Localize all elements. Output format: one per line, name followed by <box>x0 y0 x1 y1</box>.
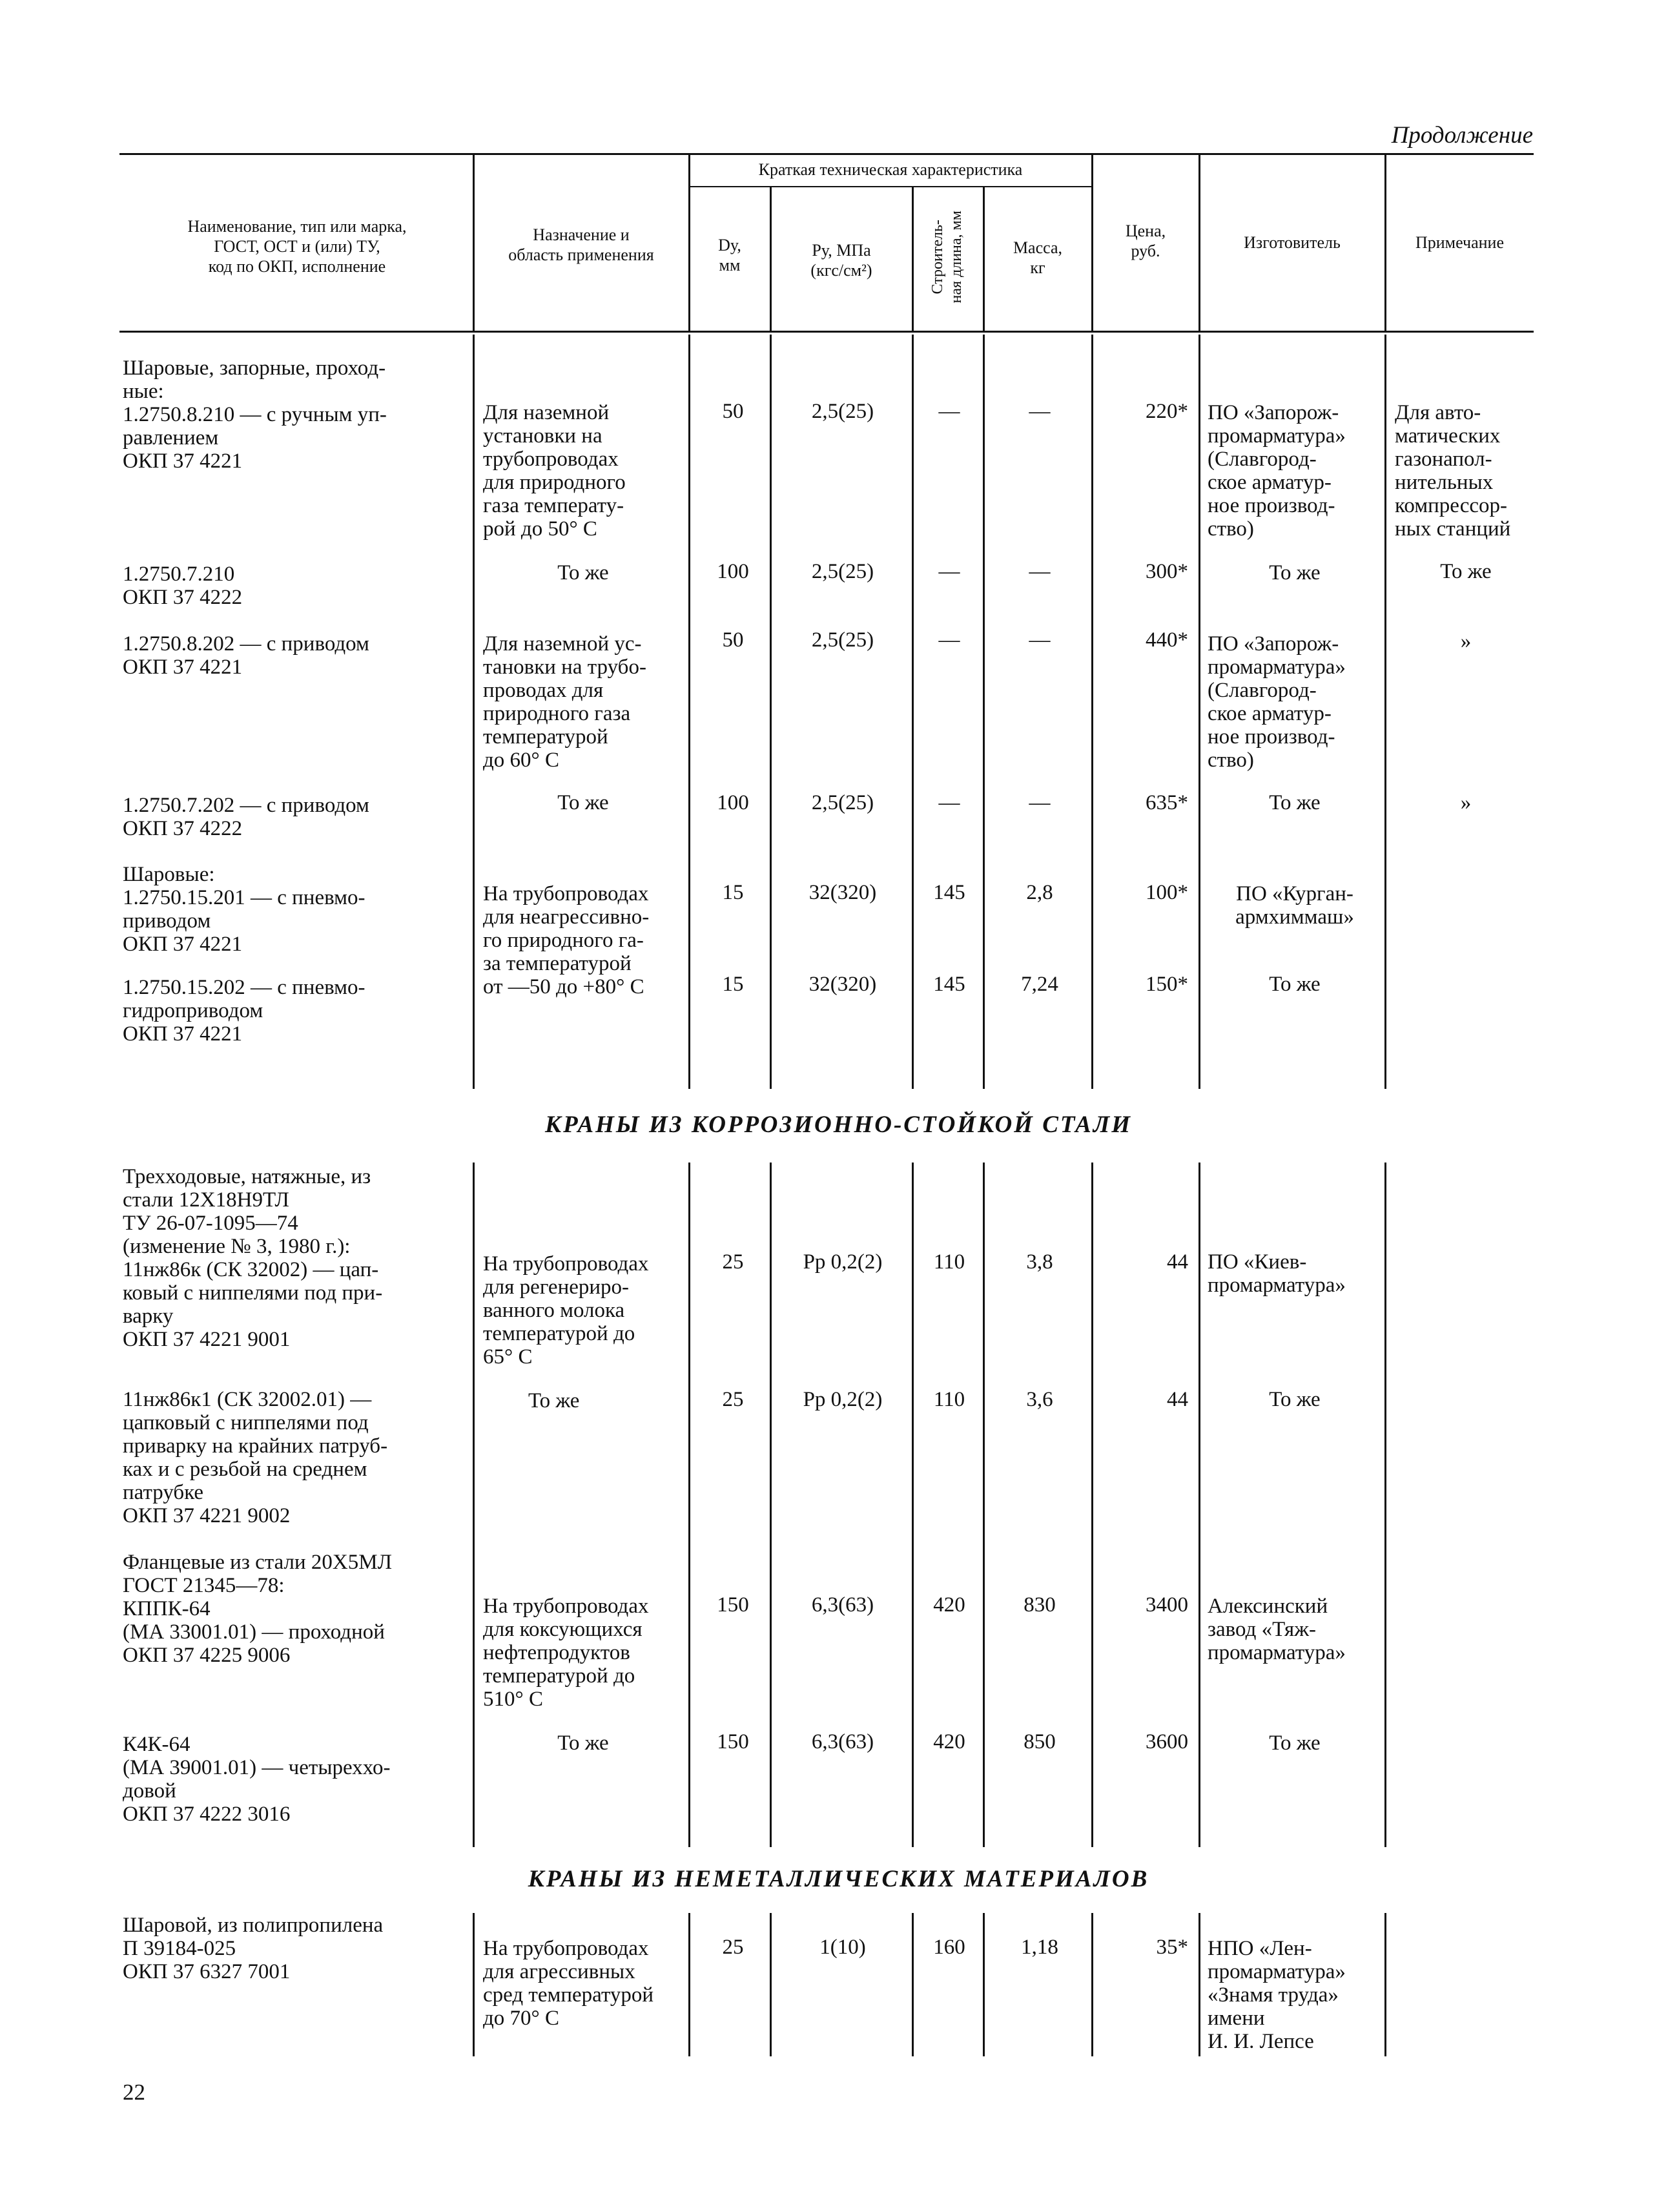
column-line <box>983 335 985 1089</box>
row-name: Шаровой, из полипропилена П 39184-025 ОКП 37 6327 7001 <box>123 1914 384 1983</box>
row-price: 150* <box>1146 973 1188 996</box>
row-maker: То же <box>1269 1388 1321 1411</box>
row-name: 1.2750.7.202 — с приводом ОКП 37 4222 <box>123 794 369 840</box>
row-maker: НПО «Лен- промарматура» «Знамя труда» имени И. И. Лепсе <box>1208 1937 1346 2053</box>
row-pn: 6,3(63) <box>811 1730 874 1753</box>
row-maker: То же <box>1269 791 1321 814</box>
row-name: Трехходовые, натяжные, из стали 12Х18Н9ТЛ ТУ 26-07-1095—74 (изменение № 3, 1980 г.): 11нж86к (СК 32002) — цап- ковый с ниппелями под при- варку ОКП 37 4221 9001 <box>123 1165 383 1351</box>
row-mass: 850 <box>1024 1730 1056 1753</box>
column-line <box>770 1913 772 2056</box>
row-mass: 830 <box>1024 1593 1056 1617</box>
column-line <box>912 335 914 1089</box>
row-note: То же <box>1440 560 1492 583</box>
column-line <box>912 1913 914 2056</box>
row-dn: 100 <box>717 791 749 814</box>
row-purpose: То же <box>557 791 609 814</box>
row-maker: То же <box>1269 1731 1321 1755</box>
table-top-rule <box>119 153 1534 155</box>
row-mass: 2,8 <box>1026 881 1053 904</box>
column-line <box>1091 1913 1093 2056</box>
column-line <box>983 1913 985 2056</box>
header-divider <box>473 155 475 331</box>
row-pn: 6,3(63) <box>811 1593 874 1617</box>
header-purpose: Назначение и область применения <box>508 225 654 265</box>
table-header-rule <box>119 331 1534 333</box>
row-length: 145 <box>933 973 965 996</box>
column-line <box>688 1913 690 2056</box>
column-line <box>473 335 475 1089</box>
row-length: — <box>938 400 960 423</box>
section-title: КРАНЫ ИЗ КОРРОЗИОННО-СТОЙКОЙ СТАЛИ <box>545 1111 1132 1138</box>
row-purpose: Для наземной установки на трубопроводах для природного газа температу- рой до 50° С <box>483 401 626 541</box>
column-line <box>688 1163 690 1847</box>
row-dn: 150 <box>717 1730 749 1753</box>
column-line <box>1091 1163 1093 1847</box>
row-name: 1.2750.15.202 — с пневмо- гидроприводом ОКП 37 4221 <box>123 976 365 1046</box>
row-dn: 100 <box>717 560 749 583</box>
row-note: Для авто- матических газонапол- нительных компрессор- ных станций <box>1395 401 1511 541</box>
row-maker: То же <box>1269 973 1321 996</box>
row-purpose: На трубопроводах для регенериро- ванного молока температурой до 65° С <box>483 1252 649 1369</box>
row-note: » <box>1460 791 1472 814</box>
row-purpose: Для наземной ус- тановки на трубо- проводах для природного газа температурой до 60° С <box>483 632 646 772</box>
row-price: 440* <box>1146 628 1188 652</box>
continuation-label: Продолжение <box>1391 122 1533 149</box>
header-note: Примечание <box>1415 233 1505 252</box>
row-dn: 25 <box>722 1388 744 1411</box>
row-purpose: На трубопроводах для коксующихся нефтепродуктов температурой до 510° С <box>483 1595 649 1711</box>
page-number: 22 <box>123 2080 145 2105</box>
row-mass: — <box>1029 628 1051 652</box>
row-maker: ПО «Запорож- промарматура» (Славгород- ское арматур- ное производ- ство) <box>1208 401 1346 541</box>
column-line <box>912 1163 914 1847</box>
column-line <box>1199 1913 1200 2056</box>
tech-group-underline <box>690 186 1091 187</box>
row-price: 635* <box>1146 791 1188 814</box>
row-mass: 3,8 <box>1026 1250 1053 1274</box>
row-dn: 15 <box>722 881 744 904</box>
row-price: 300* <box>1146 560 1188 583</box>
column-line <box>770 335 772 1089</box>
row-maker: ПО «Киев- промарматура» <box>1208 1250 1346 1297</box>
row-purpose: То же <box>557 561 609 584</box>
column-line <box>983 1163 985 1847</box>
row-price: 3400 <box>1146 1593 1188 1617</box>
column-line <box>1091 335 1093 1089</box>
row-pn: 2,5(25) <box>811 560 874 583</box>
row-price: 3600 <box>1146 1730 1188 1753</box>
row-price: 220* <box>1146 400 1188 423</box>
column-line <box>1384 335 1386 1089</box>
row-length: — <box>938 560 960 583</box>
row-pn: Рр 0,2(2) <box>803 1388 883 1411</box>
header-price: Цена, руб. <box>1125 222 1166 261</box>
column-line <box>770 1163 772 1847</box>
row-dn: 150 <box>717 1593 749 1617</box>
header-mass: Масса, кг <box>1013 238 1063 278</box>
row-maker: То же <box>1269 561 1321 584</box>
row-dn: 50 <box>722 628 744 652</box>
column-line <box>1384 1913 1386 2056</box>
row-purpose: То же <box>528 1389 580 1412</box>
row-mass: 7,24 <box>1021 973 1058 996</box>
row-name: Фланцевые из стали 20Х5МЛ ГОСТ 21345—78: КППК-64 (МА 33001.01) — проходной ОКП 37 4225 9006 <box>123 1551 392 1667</box>
header-dn: Dу, мм <box>718 236 741 275</box>
row-maker: Алексинский завод «Тяж- промарматура» <box>1208 1595 1346 1664</box>
row-price: 100* <box>1146 881 1188 904</box>
row-purpose: На трубопроводах для неагрессивно- го природного га- за температурой от —50 до +80° С <box>483 882 650 998</box>
row-pn: 1(10) <box>819 1936 866 1959</box>
row-note: » <box>1460 630 1472 653</box>
row-name: Шаровые, запорные, проход- ные: 1.2750.8.210 — с ручным уп- равлением ОКП 37 4221 <box>123 357 387 473</box>
column-line <box>1384 1163 1386 1847</box>
row-price: 44 <box>1167 1250 1188 1274</box>
row-dn: 25 <box>722 1250 744 1274</box>
row-name: К4К-64 (МА 39001.01) — четыреххо- довой ОКП 37 4222 3016 <box>123 1733 391 1826</box>
column-line <box>1199 1163 1200 1847</box>
row-length: 420 <box>933 1730 965 1753</box>
row-mass: — <box>1029 791 1051 814</box>
column-line <box>688 335 690 1089</box>
row-length: 145 <box>933 881 965 904</box>
header-maker: Изготовитель <box>1244 233 1341 252</box>
header-tech-group: Краткая техническая характеристика <box>758 160 1023 179</box>
row-length: 160 <box>933 1936 965 1959</box>
row-mass: — <box>1029 400 1051 423</box>
row-name: 1.2750.7.210 ОКП 37 4222 <box>123 563 243 609</box>
column-line <box>473 1913 475 2056</box>
row-length: 110 <box>933 1250 965 1274</box>
row-dn: 50 <box>722 400 744 423</box>
row-pn: 2,5(25) <box>811 791 874 814</box>
row-purpose: На трубопроводах для агрессивных сред температурой до 70° С <box>483 1937 654 2030</box>
row-dn: 15 <box>722 973 744 996</box>
header-divider <box>912 187 914 331</box>
row-maker: ПО «Запорож- промарматура» (Славгород- ское арматур- ное производ- ство) <box>1208 632 1346 772</box>
row-dn: 25 <box>722 1936 744 1959</box>
header-name: Наименование, тип или марка, ГОСТ, ОСТ и (или) ТУ, код по ОКП, исполнение <box>187 217 407 276</box>
row-length: — <box>938 791 960 814</box>
column-line <box>473 1163 475 1847</box>
row-name: Шаровые: 1.2750.15.201 — с пневмо- приводом ОКП 37 4221 <box>123 863 365 956</box>
row-length: 420 <box>933 1593 965 1617</box>
row-purpose: То же <box>557 1731 609 1755</box>
row-mass: 1,18 <box>1021 1936 1058 1959</box>
header-length: Строитель- ная длина, мм <box>929 211 965 304</box>
row-mass: — <box>1029 560 1051 583</box>
row-length: — <box>938 628 960 652</box>
row-mass: 3,6 <box>1026 1388 1053 1411</box>
row-price: 35* <box>1156 1936 1188 1959</box>
row-pn: 32(320) <box>808 973 877 996</box>
row-name: 1.2750.8.202 — с приводом ОКП 37 4221 <box>123 632 369 679</box>
row-pn: Рр 0,2(2) <box>803 1250 883 1274</box>
column-line <box>1199 335 1200 1089</box>
section-title: КРАНЫ ИЗ НЕМЕТАЛЛИЧЕСКИХ МАТЕРИАЛОВ <box>528 1866 1149 1892</box>
row-pn: 2,5(25) <box>811 400 874 423</box>
row-pn: 2,5(25) <box>811 628 874 652</box>
row-price: 44 <box>1167 1388 1188 1411</box>
row-length: 110 <box>933 1388 965 1411</box>
row-maker: ПО «Курган- армхиммаш» <box>1235 882 1354 929</box>
row-pn: 32(320) <box>808 881 877 904</box>
row-name: 11нж86к1 (СК 32002.01) — цапковый с ниппелями под приварку на крайних патруб- ках и с резьбой на среднем патрубке ОКП 37 4221 9002 <box>123 1388 388 1527</box>
header-pn: Pу, МПа (кгс/см²) <box>810 241 872 280</box>
